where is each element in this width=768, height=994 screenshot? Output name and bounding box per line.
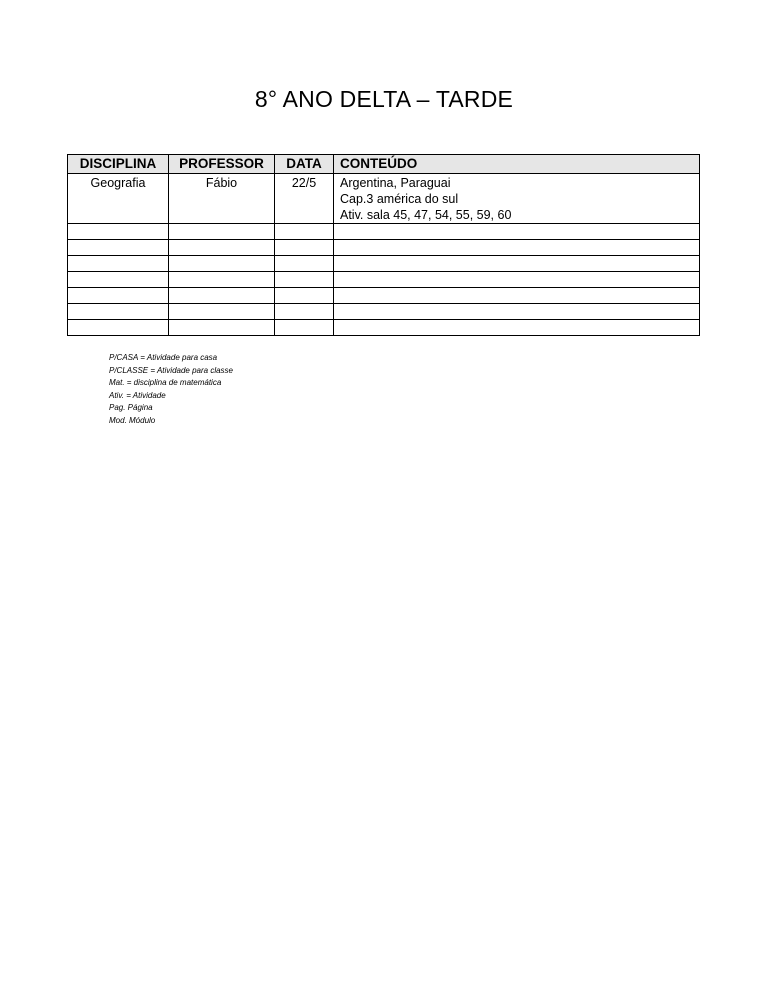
empty-cell	[169, 240, 275, 256]
legend-item: Ativ. = Atividade	[109, 390, 166, 400]
cell-data: 22/5	[275, 174, 334, 224]
empty-cell	[68, 288, 169, 304]
content-line: Argentina, Paraguai	[340, 176, 451, 190]
empty-cell	[334, 288, 700, 304]
table-row	[68, 240, 700, 256]
legend-item: Pag. Página	[109, 403, 153, 412]
content-line: Ativ. sala 45, 47, 54, 55, 59, 60	[340, 208, 512, 222]
page-title: 8° ANO DELTA – TARDE	[254, 86, 514, 112]
empty-cell	[68, 224, 169, 240]
header-disciplina: DISCIPLINA	[68, 155, 169, 174]
empty-cell	[334, 224, 700, 240]
empty-cell	[334, 320, 700, 336]
content-line: Cap.3 américa do sul	[340, 192, 459, 206]
empty-cell	[68, 240, 169, 256]
empty-cell	[68, 320, 169, 336]
empty-cell	[169, 224, 275, 240]
empty-cell	[169, 320, 275, 336]
empty-cell	[334, 304, 700, 320]
table-header-row	[68, 155, 700, 174]
table-row	[68, 288, 700, 304]
header-conteudo: CONTEÚDO	[334, 155, 700, 174]
legend-item: Mod. Módulo	[109, 415, 156, 425]
table-row	[68, 256, 700, 272]
empty-cell	[169, 304, 275, 320]
table-row	[68, 320, 700, 336]
empty-cell	[275, 320, 334, 336]
empty-cell	[275, 304, 334, 320]
empty-cell	[275, 272, 334, 288]
empty-cell	[275, 224, 334, 240]
empty-cell	[169, 272, 275, 288]
schedule-table	[67, 154, 700, 336]
legend-item: P/CASA = Atividade para casa	[109, 353, 218, 362]
table-row	[68, 224, 700, 240]
table-row	[68, 304, 700, 320]
legend-item: P/CLASSE = Atividade para classe	[109, 365, 233, 375]
header-professor: PROFESSOR	[169, 155, 275, 174]
empty-cell	[68, 272, 169, 288]
empty-cell	[334, 272, 700, 288]
empty-cell	[68, 256, 169, 272]
empty-cell	[169, 256, 275, 272]
empty-cell	[334, 240, 700, 256]
empty-cell	[68, 304, 169, 320]
legend-item: Mat. = disciplina de matemática	[109, 378, 222, 387]
cell-disciplina: Geografia	[68, 174, 169, 224]
abbreviation-legend	[109, 352, 233, 427]
empty-cell	[275, 288, 334, 304]
empty-cell	[169, 288, 275, 304]
empty-cell	[275, 256, 334, 272]
table-row	[68, 174, 700, 224]
empty-cell	[275, 240, 334, 256]
table-row	[68, 272, 700, 288]
header-data: DATA	[275, 155, 334, 174]
empty-cell	[334, 256, 700, 272]
cell-conteudo	[334, 174, 700, 224]
cell-professor: Fábio	[169, 174, 275, 224]
